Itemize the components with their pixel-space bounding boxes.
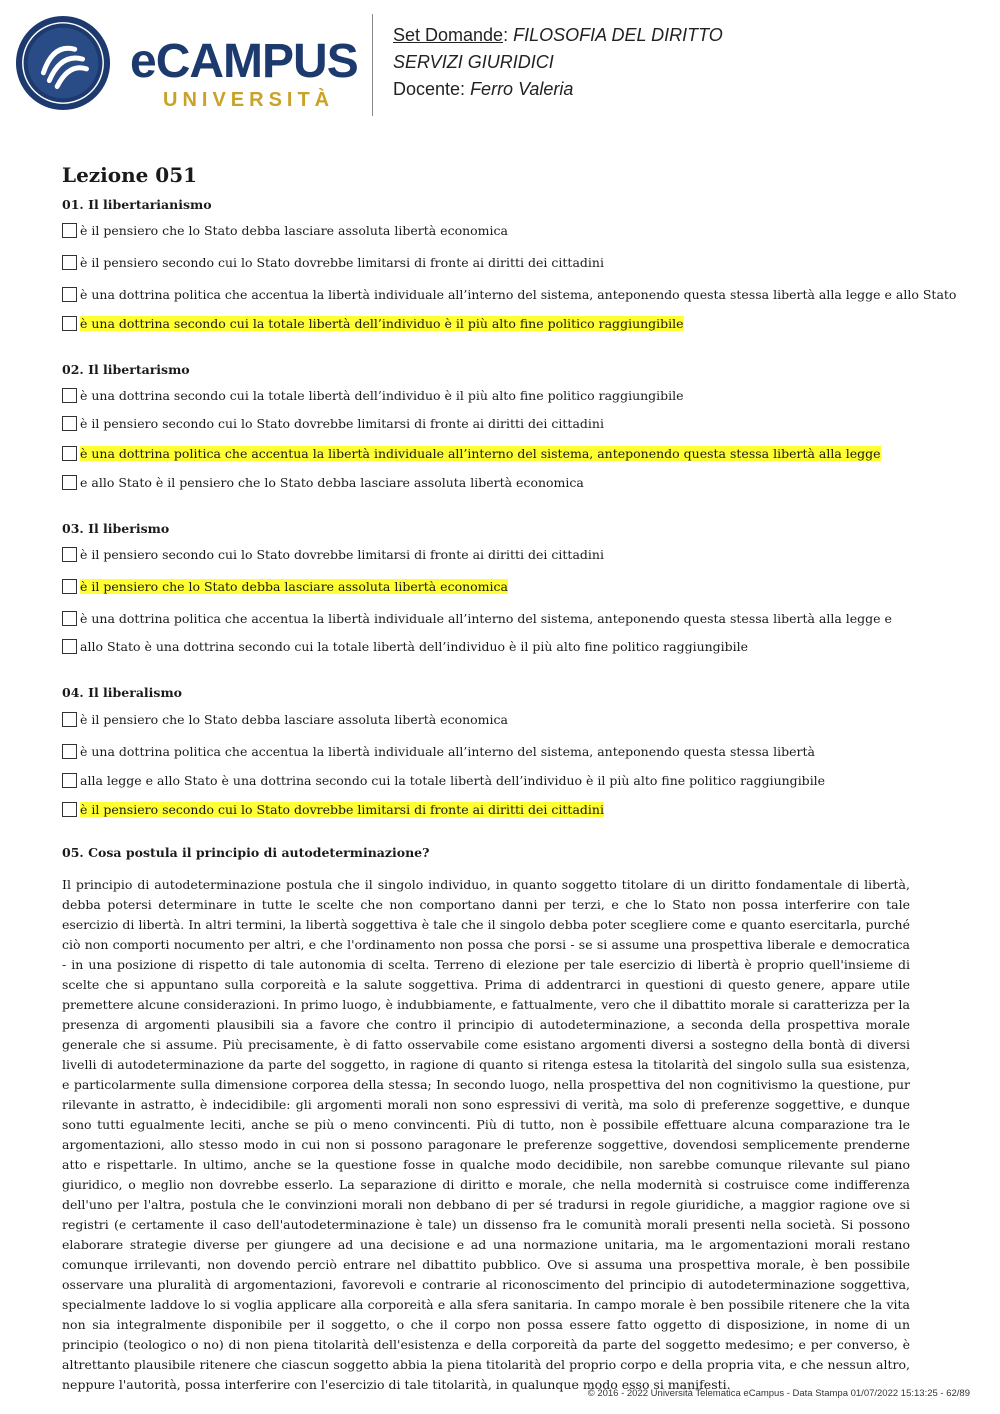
course-name: SERVIZI GIURIDICI — [393, 52, 554, 72]
set-value: FILOSOFIA DEL DIRITTO — [513, 25, 723, 45]
answer-option[interactable] — [62, 287, 956, 302]
checkbox[interactable] — [62, 712, 77, 727]
answer-option[interactable] — [62, 316, 684, 331]
checkbox[interactable] — [62, 639, 77, 654]
answer-option[interactable] — [62, 416, 604, 431]
question-title: 04. Il liberalismo — [62, 685, 183, 700]
checkbox[interactable] — [62, 223, 77, 238]
option-text: è una dottrina politica che accentua la libertà individuale all’interno del sistema, anteponendo questa stessa libertà alla legge e allo Stato — [80, 287, 957, 302]
brand-logo-subtitle: UNIVERSITÀ — [163, 89, 335, 111]
answer-option[interactable] — [62, 223, 508, 238]
checkbox[interactable] — [62, 773, 77, 788]
question-title: 05. Cosa postula il principio di autodeterminazione? — [62, 845, 430, 860]
checkbox[interactable] — [62, 416, 77, 431]
option-text-highlighted: è il pensiero secondo cui lo Stato dovrebbe limitarsi di fronte ai diritti dei cittadini — [80, 802, 604, 817]
option-text: è una dottrina politica che accentua la libertà individuale all’interno del sistema, anteponendo questa stessa libertà — [80, 744, 815, 759]
option-text: è il pensiero secondo cui lo Stato dovrebbe limitarsi di fronte ai diritti dei cittadini — [80, 416, 604, 431]
option-text: è una dottrina politica che accentua la libertà individuale all’interno del sistema, anteponendo questa stessa libertà alla legge e — [80, 611, 892, 626]
set-label: Set Domande — [393, 25, 504, 45]
option-text-highlighted: è una dottrina secondo cui la totale libertà dell’individuo è il più alto fine politico raggiungibile — [80, 316, 684, 331]
checkbox[interactable] — [62, 744, 77, 759]
teacher-label: Docente: — [393, 79, 466, 99]
checkbox[interactable] — [62, 579, 77, 594]
option-text-highlighted: è una dottrina politica che accentua la libertà individuale all’interno del sistema, anteponendo questa stessa libertà alla legge — [80, 446, 881, 461]
checkbox[interactable] — [62, 316, 77, 331]
answer-option[interactable] — [62, 611, 892, 626]
option-text: è il pensiero che lo Stato debba lasciare assoluta libertà economica — [80, 223, 508, 238]
checkbox[interactable] — [62, 611, 77, 626]
page-header — [0, 0, 1000, 130]
option-text: è una dottrina secondo cui la totale libertà dell’individuo è il più alto fine politico raggiungibile — [80, 388, 684, 403]
brand-logo-text: eCAMPUS — [130, 35, 358, 88]
answer-option[interactable] — [62, 475, 584, 490]
checkbox[interactable] — [62, 802, 77, 817]
university-seal-icon — [14, 14, 112, 112]
checkbox[interactable] — [62, 287, 77, 302]
answer-option[interactable] — [62, 712, 508, 727]
option-text: è il pensiero che lo Stato debba lasciare assoluta libertà economica — [80, 712, 508, 727]
option-text: è il pensiero secondo cui lo Stato dovrebbe limitarsi di fronte ai diritti dei cittadini — [80, 255, 604, 270]
checkbox[interactable] — [62, 388, 77, 403]
option-text-highlighted: è il pensiero che lo Stato debba lasciare assoluta libertà economica — [80, 579, 508, 594]
teacher-value: Ferro Valeria — [470, 79, 574, 99]
answer-option[interactable] — [62, 547, 604, 562]
answer-option[interactable] — [62, 579, 508, 594]
header-info: Set Domande: FILOSOFIA DEL DIRITTO SERVIZI GIURIDICI Docente: Ferro Valeria — [393, 25, 723, 99]
checkbox[interactable] — [62, 475, 77, 490]
header-divider — [372, 14, 373, 116]
checkbox[interactable] — [62, 547, 77, 562]
answer-paragraph: Il principio di autodeterminazione postula che il singolo individuo, in quanto soggetto titolare di un diritto fondamentale di libertà, debba potersi determinare in tutte le scelte che non comportano danni per terzi, e che lo Stato non possa interferire con tale esercizio di libertà. In altri termini, la libertà soggettiva è tale che il singolo debba poter scegliere come e quanto esercitarla, purché ciò non comporti nocumento per altri, e che l'ordinamento non possa che porsi - se si assume una prospettiva liberale e democratica - in una posizione di rispetto di tale autonomia di scelta. Terreno di elezione per tale esercizio di libertà è proprio quell'insieme di scelte che si appuntano sulla corporeità e la salute soggettiva. Prima di addentrarci in questioni di questo genere, appare utile premettere alcune considerazioni. In primo luogo, è indubbiamente, e fattualmente, vero che il dibattito morale si caratterizza per la presenza di argomenti plausibili sia a favore che contro il principio di autodeterminazione, a seconda della prospettiva morale generale che si assume. Più precisamente, è di fatto osservabile come esistano argomenti diversi a sostegno della bontà di diversi livelli di autodeterminazione da parte del soggetto, in ragione di quanto si ritenga estesa la titolarità del singolo sulla sua esistenza, e particolarmente sulla dimensione corporea della stessa; In secondo luogo, nella prospettiva del non cognitivismo la questione, pur rilevante in astratto, è indecidibile: gli argomenti morali non sono espressivi di verità, ma solo di preferenze soggettive, e dunque sono tutti egualmente leciti, anche se più o meno convincenti. Più di tutto, non è possibile effettuare alcuna comparazione tra le argomentazioni, allo stesso modo in cui non si possono paragonare le preferenze soggettive, dovendosi semplicemente prenderne atto e rispettarle. In ultimo, anche se la questione fosse in qualche modo decidibile, non sarebbe comunque rilevante sul piano giuridico, o meglio non dovrebbe esserlo. La separazione di diritto e morale, che nella modernità si costruisce come indifferenza dell'uno per l'altra, postula che le convinzioni morali non debbano di per sé tradursi in regole giuridiche, a maggior ragione ove si registri (e certamente il caso dell'autodeterminazione è tale) un dissenso fra le comunità morali presenti nella società. Si possono elaborare strategie diverse per giungere ad una decisione e ad una normazione unitaria, ma le argomentazioni morali restano comunque irrilevanti, non dovendo perciò entrare nel dibattito pubblico. Ove si assuma una prospettiva morale, è ben possibile osservare una pluralità di argomentazioni, favorevoli e contrarie al riconoscimento del principio di autodeterminazione soggettiva, specialmente laddove lo si voglia applicare alla corporeità e alla sfera sanitaria. In campo morale è ben possibile ritenere che la vita non sia integralmente disponibile per il soggetto, o che il corpo non possa essere fatto oggetto di disposizione, in nome di un principio (teologico o no) di non piena titolarità dell'esistenza e della corporeità da parte del soggetto medesimo; e per converso, è altrettanto plausibile ritenere che ciascun soggetto abbia la piena titolarità del proprio corpo e della propria vita, e che nessun altro, neppure l'autorità, possa interferire con l'esercizio di tale titolarità, in qualunque modo esso si manifesti. — [62, 877, 910, 1392]
answer-option[interactable] — [62, 639, 748, 654]
question-title: 03. Il liberismo — [62, 521, 170, 536]
option-text: è il pensiero secondo cui lo Stato dovrebbe limitarsi di fronte ai diritti dei cittadini — [80, 547, 604, 562]
option-text: alla legge e allo Stato è una dottrina secondo cui la totale libertà dell’individuo è il più alto fine politico raggiungibile — [80, 773, 826, 788]
option-text: allo Stato è una dottrina secondo cui la totale libertà dell’individuo è il più alto fine politico raggiungibile — [80, 639, 749, 654]
checkbox[interactable] — [62, 255, 77, 270]
question-title: 02. Il libertarismo — [62, 362, 190, 377]
option-text: e allo Stato è il pensiero che lo Stato debba lasciare assoluta libertà economica — [80, 475, 584, 490]
answer-option[interactable] — [62, 446, 881, 461]
answer-option[interactable] — [62, 255, 604, 270]
answer-option[interactable] — [62, 773, 825, 788]
page-footer: © 2016 - 2022 Università Telematica eCampus - Data Stampa 01/07/2022 15:13:25 - 62/89 — [587, 1388, 970, 1399]
answer-option[interactable] — [62, 388, 684, 403]
question-title: 01. Il libertarianismo — [62, 197, 212, 212]
answer-option[interactable] — [62, 744, 815, 759]
answer-option[interactable] — [62, 802, 604, 817]
checkbox[interactable] — [62, 446, 77, 461]
lesson-title: Lezione 051 — [62, 163, 198, 187]
